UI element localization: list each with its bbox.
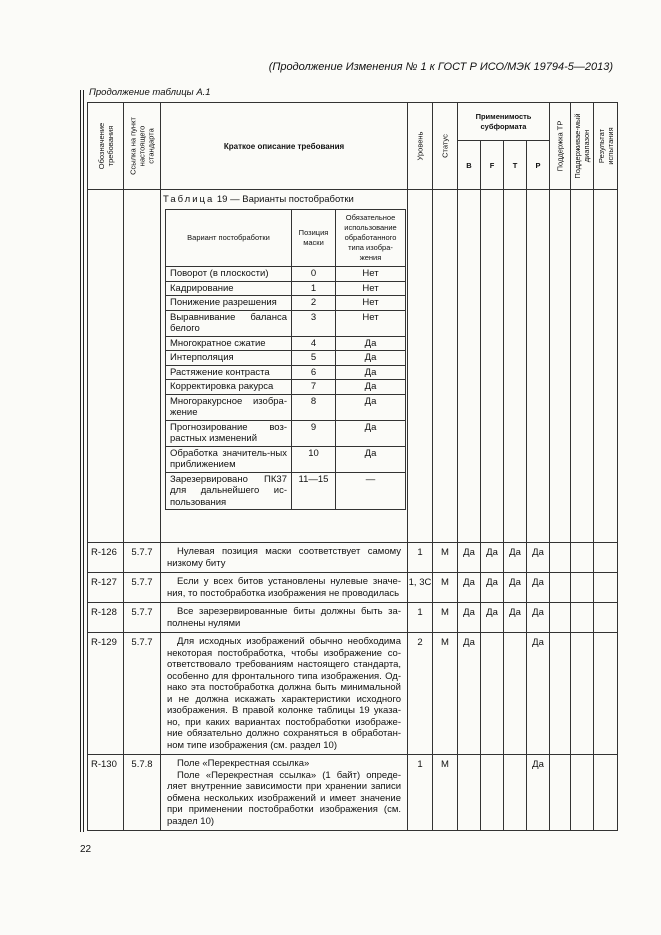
inner-table-row (166, 336, 406, 351)
col-header-b: B (458, 141, 481, 190)
requirement-reference: 5.7.7 (124, 603, 161, 633)
col-header-description: Краткое описание требования (161, 103, 408, 190)
inner-cell-name: Прогнозирование воз-растных изменений (166, 420, 292, 446)
inner-table-row (166, 351, 406, 366)
applicability-t (504, 633, 527, 755)
inner-table-row (166, 267, 406, 282)
inner-cell-pos: 10 (292, 446, 336, 472)
inner-table-row (166, 310, 406, 336)
page-number: 22 (80, 844, 92, 855)
range-cell (571, 603, 594, 633)
col-header-result: Результат испытания (594, 103, 618, 190)
inner-cell-pos: 9 (292, 420, 336, 446)
inner-cell-pos: 5 (292, 351, 336, 366)
description-title: Поле «Перекрестная ссылка» (177, 758, 310, 769)
support-cell (550, 633, 571, 755)
applicability-t: Да (504, 543, 527, 573)
applicability-t: Да (504, 573, 527, 603)
result-cell (594, 573, 618, 603)
inner-table-row (166, 394, 406, 420)
continuation-label: Продолжение таблицы А.1 (89, 87, 211, 98)
inner-table-row (166, 380, 406, 395)
inner-cell-pos: 7 (292, 380, 336, 395)
requirement-description (161, 633, 408, 755)
requirement-status: M (433, 603, 458, 633)
requirement-level: 1 (408, 755, 433, 831)
applicability-t: Да (504, 603, 527, 633)
col-header-designation: Обозначение требования (88, 103, 124, 190)
requirement-id: R-129 (88, 633, 124, 755)
support-cell (550, 543, 571, 573)
requirement-level: 1 (408, 603, 433, 633)
inner-cell-req: Да (336, 420, 406, 446)
applicability-b: Да (458, 543, 481, 573)
col-header-range: Поддерживае-мый диапазон (571, 103, 594, 190)
inner-header-variant: Вариант постобработки (166, 210, 292, 267)
support-cell (550, 573, 571, 603)
requirement-id: R-130 (88, 755, 124, 831)
inner-cell-req: Да (336, 394, 406, 420)
applicability-f: Да (481, 543, 504, 573)
applicability-f: Да (481, 573, 504, 603)
range-cell (571, 755, 594, 831)
table-row (88, 755, 618, 831)
result-cell (594, 603, 618, 633)
applicability-f (481, 755, 504, 831)
table-row (88, 190, 618, 543)
result-cell (594, 633, 618, 755)
applicability-b: Да (458, 573, 481, 603)
inner-cell-req: Нет (336, 267, 406, 282)
applicability-p: Да (527, 573, 550, 603)
col-header-reference: Ссылка на пункт настоящего стандарта (124, 103, 161, 190)
inner-cell-name: Выравнивание баланса белого (166, 310, 292, 336)
page-header: (Продолжение Изменения № 1 к ГОСТ Р ИСО/МЭК 19794-5—2013) (268, 61, 613, 73)
applicability-p: Да (527, 543, 550, 573)
applicability-t (504, 755, 527, 831)
inner-cell-pos: 0 (292, 267, 336, 282)
requirement-status: M (433, 755, 458, 831)
range-cell (571, 573, 594, 603)
inner-table-row (166, 446, 406, 472)
applicability-p: Да (527, 633, 550, 755)
inner-cell-name: Поворот (в плоскости) (166, 267, 292, 282)
inner-cell-pos: 4 (292, 336, 336, 351)
requirement-id: R-128 (88, 603, 124, 633)
inner-cell-pos: 3 (292, 310, 336, 336)
requirement-status: M (433, 573, 458, 603)
inner-cell-name: Интерполяция (166, 351, 292, 366)
inner-cell-pos: 1 (292, 281, 336, 296)
inner-cell-req: Да (336, 380, 406, 395)
applicability-p: Да (527, 755, 550, 831)
requirement-description (161, 755, 408, 831)
inner-table-row (166, 472, 406, 510)
description-text: Поле «Перекрестная ссылка» (1 байт) опреде-ляет внутренние зависимости при хранении записи обмена нескольких изображений и имеет значение при применении постобработки изображения (см. раздел 10) (167, 769, 401, 827)
applicability-p: Да (527, 603, 550, 633)
inner-cell-req: Нет (336, 296, 406, 311)
inner-cell-pos: 2 (292, 296, 336, 311)
table-row (88, 633, 618, 755)
range-cell (571, 633, 594, 755)
inner-cell-req: Да (336, 365, 406, 380)
applicability-f (481, 633, 504, 755)
requirement-status: M (433, 633, 458, 755)
col-header-p: P (527, 141, 550, 190)
requirement-level: 1 (408, 543, 433, 573)
range-cell (571, 543, 594, 573)
support-cell (550, 603, 571, 633)
inner-cell-pos: 8 (292, 394, 336, 420)
description-text: Для исходных изображений обычно необходима некоторая постобработка, чтобы изображение со-ответствовало требованиям настоящего стандарта, особенно для фронтального типа изображения. Од-нако эта постобработка должна быть минимальной и не должна искажать характеристики исходного изображения. В правой колонке таблицы 19 указа-но, при каких вариантах постобработки изображе-ние обязательно должно сохраняться в обработан-ном типе изображения (см. раздел 10) (167, 636, 401, 751)
inner-cell-req: Нет (336, 281, 406, 296)
inner-cell-name: Многоракурсное изобра-жение (166, 394, 292, 420)
inner-cell-name: Растяжение контраста (166, 365, 292, 380)
description-text: Все зарезервированные биты должны быть за-полнены нулями (167, 606, 401, 629)
requirement-id: R-126 (88, 543, 124, 573)
applicability-b (458, 755, 481, 831)
requirement-level: 1, 3С (408, 573, 433, 603)
requirement-level: 2 (408, 633, 433, 755)
requirement-reference: 5.7.8 (124, 755, 161, 831)
col-header-f: F (481, 141, 504, 190)
inner-cell-name: Обработка значитель-ных приближением (166, 446, 292, 472)
inner-cell-name: Многократное сжатие (166, 336, 292, 351)
support-cell (550, 755, 571, 831)
inner-cell-req: — (336, 472, 406, 510)
result-cell (594, 543, 618, 573)
result-cell (594, 755, 618, 831)
inner-table-row (166, 420, 406, 446)
inner-cell-name: Кадрирование (166, 281, 292, 296)
requirement-reference: 5.7.7 (124, 633, 161, 755)
inner-cell-req: Нет (336, 310, 406, 336)
inner-table-row (166, 365, 406, 380)
inner-table-row (166, 296, 406, 311)
inner-cell-name: Зарезервировано ПК37 для дальнейшего ис-пользования (166, 472, 292, 510)
inner-cell-name: Корректировка ракурса (166, 380, 292, 395)
inner-cell-req: Да (336, 351, 406, 366)
description-text: Нулевая позиция маски соответствует самому низкому биту (167, 546, 401, 569)
margin-line (80, 90, 81, 832)
applicability-b: Да (458, 603, 481, 633)
table-row (88, 603, 618, 633)
inner-cell-req: Да (336, 336, 406, 351)
requirements-table (87, 102, 618, 831)
requirement-id: R-127 (88, 573, 124, 603)
col-header-t: T (504, 141, 527, 190)
inner-cell-name: Понижение разрешения (166, 296, 292, 311)
requirement-description (161, 573, 408, 603)
postprocessing-table (165, 209, 406, 510)
requirement-status: M (433, 543, 458, 573)
col-header-level: Уровень (408, 103, 433, 190)
inner-cell-pos: 11—15 (292, 472, 336, 510)
margin-line (83, 90, 84, 832)
inner-cell-pos: 6 (292, 365, 336, 380)
inner-header-position: Позиция маски (292, 210, 336, 267)
requirement-reference: 5.7.7 (124, 573, 161, 603)
inner-header-required: Обязательное использование обработанного типа изобра-жения (336, 210, 406, 267)
description-text: Если у всех битов установлены нулевые значе-ния, то постобработка изображения не проводилась (167, 576, 401, 599)
col-header-applicability: Применимость субформата (458, 103, 550, 141)
inner-table-row (166, 281, 406, 296)
requirement-description (161, 603, 408, 633)
requirement-description (161, 543, 408, 573)
inner-table-caption: Таблица 19 — Варианты постобработки (163, 194, 354, 205)
applicability-f: Да (481, 603, 504, 633)
inner-table-cell (161, 190, 408, 543)
col-header-support: Поддержка ТР (550, 103, 571, 190)
inner-cell-req: Да (336, 446, 406, 472)
col-header-status: Статус (433, 103, 458, 190)
table-row (88, 573, 618, 603)
requirement-reference: 5.7.7 (124, 543, 161, 573)
applicability-b: Да (458, 633, 481, 755)
table-row (88, 543, 618, 573)
